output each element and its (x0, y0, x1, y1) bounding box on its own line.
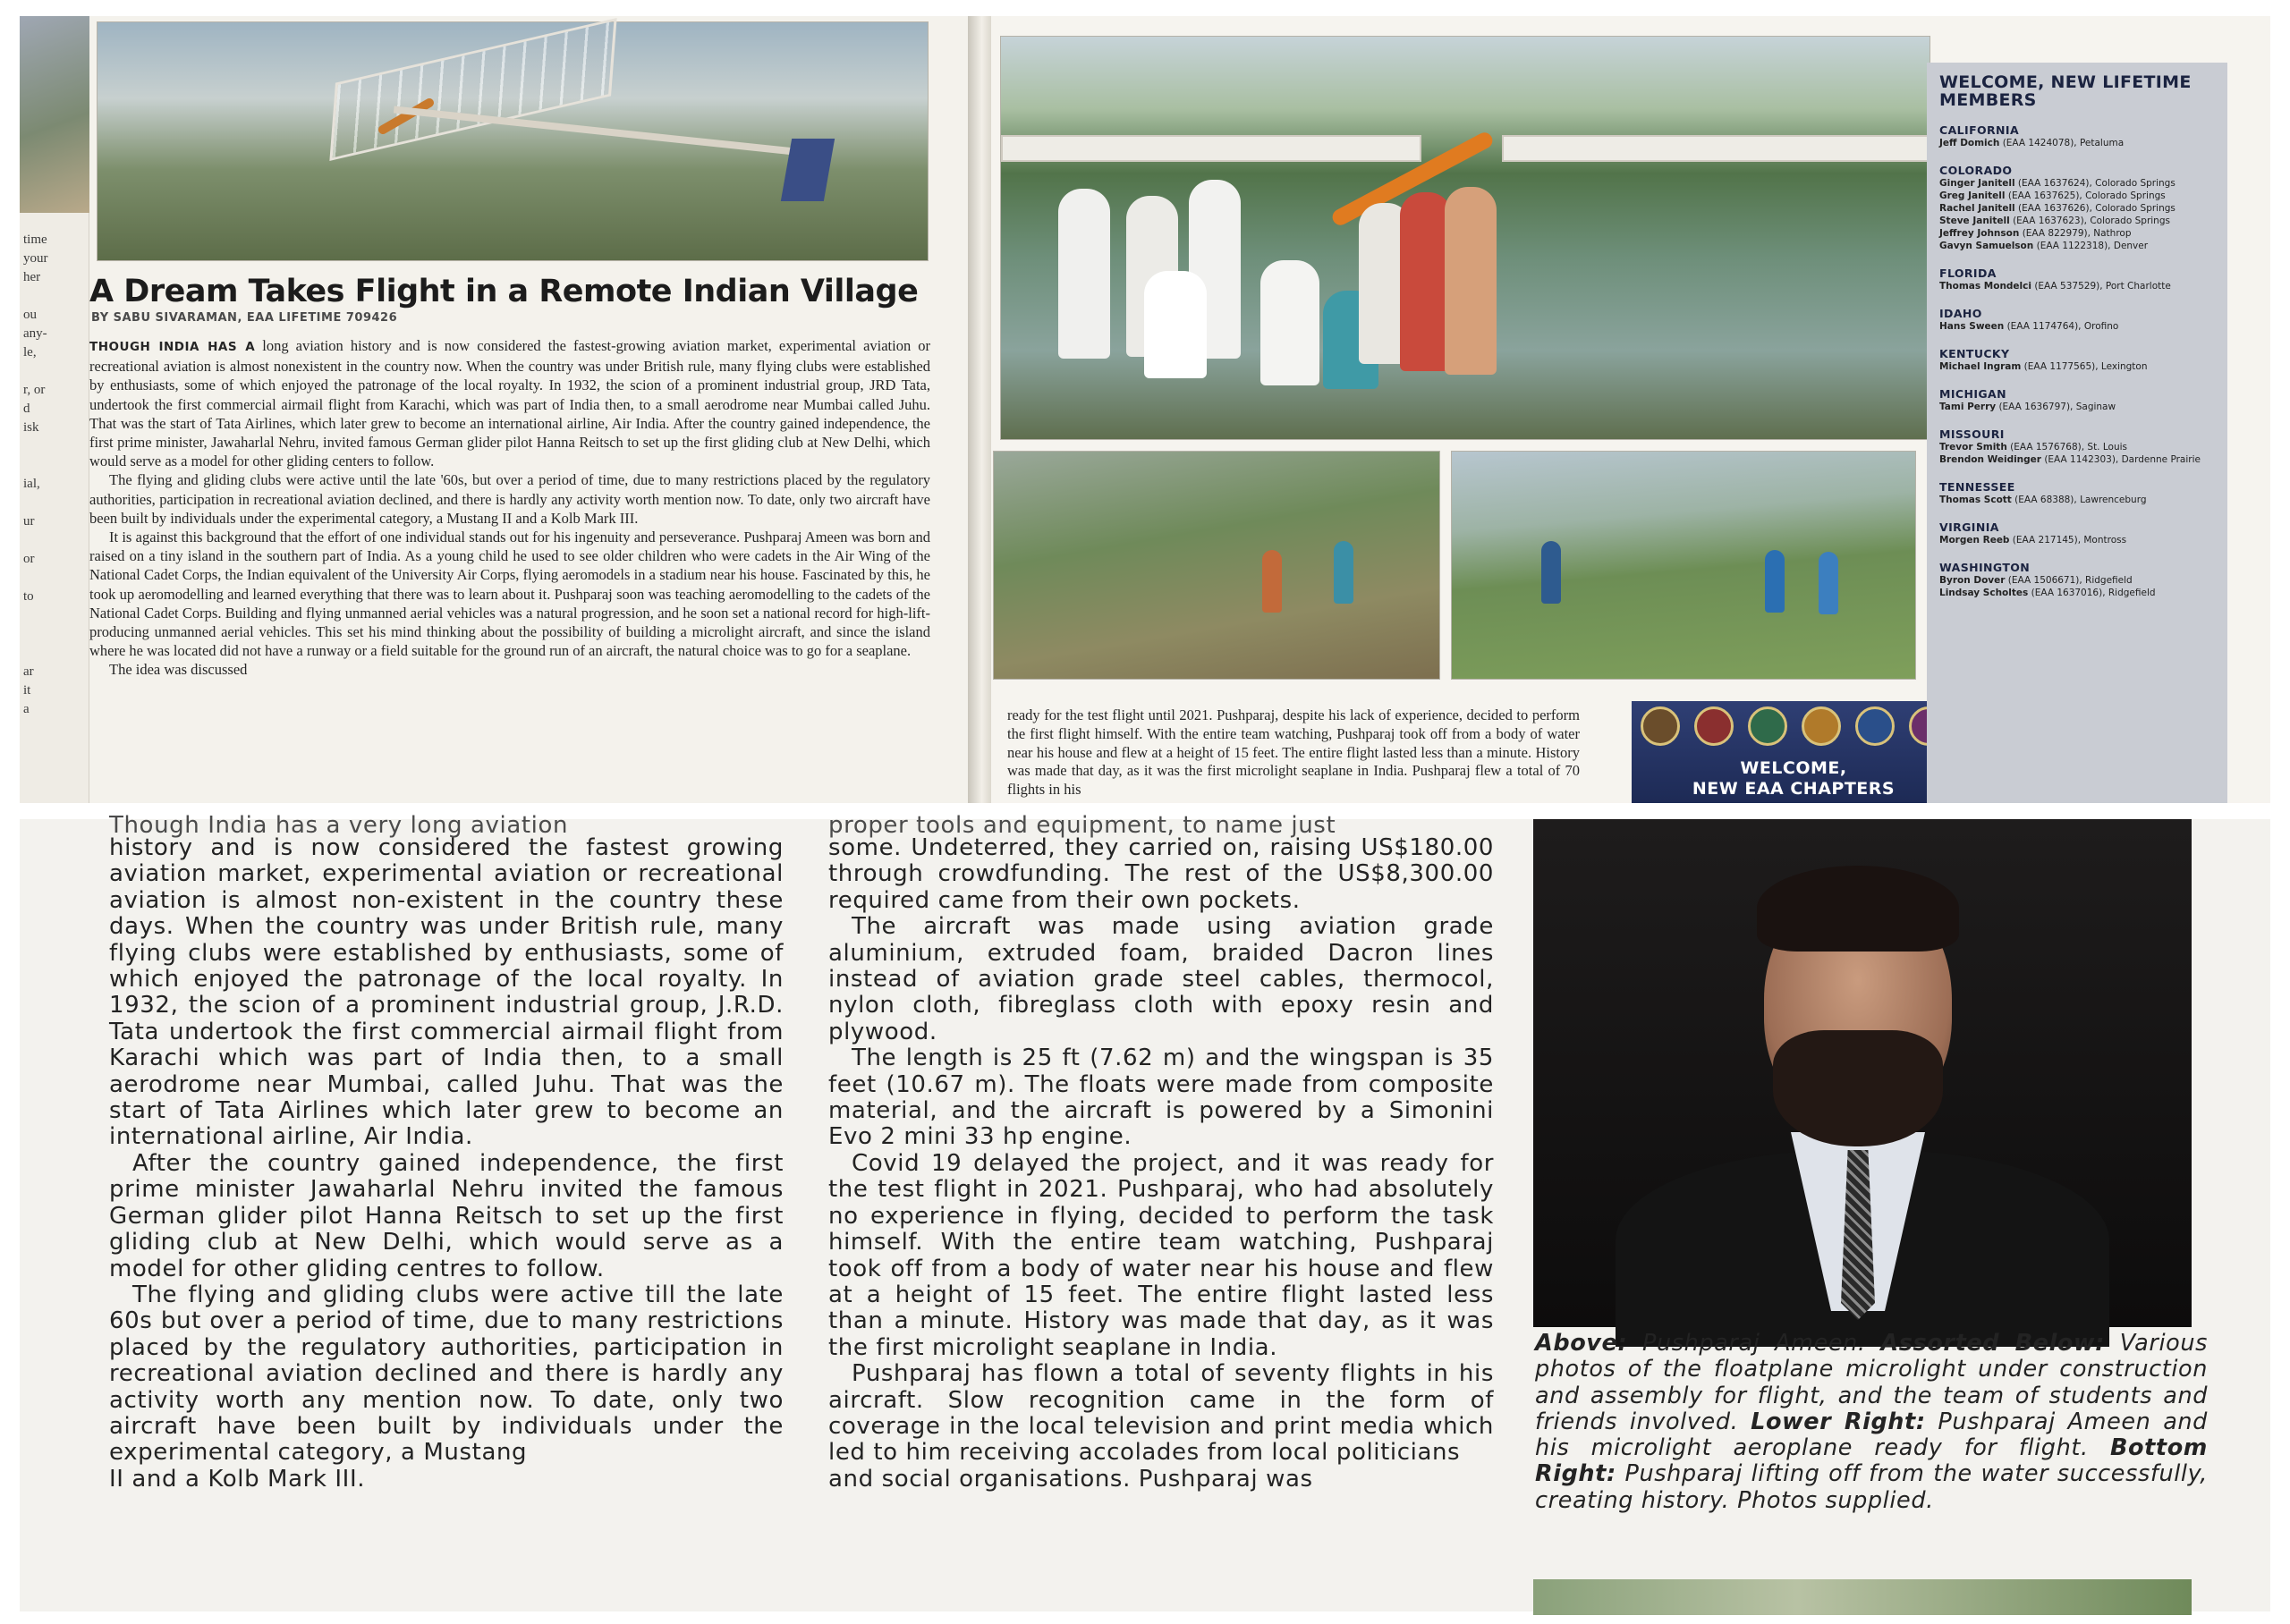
article-title: A Dream Takes Flight in a Remote Indian Village (89, 274, 919, 309)
team-member-figure (1058, 189, 1110, 359)
previous-article-fragment: isk (23, 420, 39, 435)
previous-article-fragment: a (23, 702, 30, 716)
new-chapters-label (1632, 758, 1955, 799)
state-name: COLORADO (1939, 164, 2013, 177)
chapters-label-line: WELCOME, (1740, 758, 1847, 778)
member-name: Rachel Janitell (1939, 203, 2015, 214)
previous-article-fragment (23, 531, 88, 550)
caption-label: Above: (1535, 1330, 1628, 1357)
previous-article-fragment (23, 494, 88, 512)
previous-article-fragments (23, 231, 88, 719)
magazine-paragraph: ready for the test flight until 2021. Pushparaj, despite his lack of experience, decided to perform the first flight himself. With the entire team watching, Pushparaj took off from a body of water near his house and flew at a height of 15 feet. The entire flight lasted less than a minute. History was made that day, as it was the first microlight seaplane in India. Pushparaj flew a total of 70 flights in his (1007, 706, 1580, 799)
magazine-spread-photo (20, 16, 2270, 803)
previous-article-fragment: any- (23, 326, 47, 341)
state-name: MICHIGAN (1939, 387, 2006, 401)
construction-photo (993, 451, 1440, 680)
previous-article-fragment: your (23, 251, 48, 266)
previous-article-fragment (23, 644, 88, 663)
previous-article-fragment (23, 606, 88, 625)
floatplane-left-wing (1001, 135, 1421, 162)
member-detail: (EAA 822979), Nathrop (2022, 228, 2132, 239)
member-name: Jeffrey Johnson (1939, 228, 2020, 239)
previous-article-fragment: her (23, 270, 41, 284)
lifetime-members-list (1939, 123, 2215, 599)
lifetime-members-sidebar (1927, 63, 2227, 803)
caption-credit: Photos supplied. (1737, 1486, 1934, 1514)
article-paragraph: Pushparaj has flown a total of seventy flights in his aircraft. Slow recognition came in the form of coverage in the local television and print media which led to him receiving accolades from local politicians (828, 1360, 1494, 1467)
member-detail: (EAA 1636797), Saginaw (1998, 402, 2116, 412)
member-detail: (EAA 1576768), St. Louis (2010, 442, 2127, 453)
state-group (1939, 561, 2215, 599)
caption-text: Pushparaj Ameen and his microlight aeroplane ready for flight. (1535, 1408, 2208, 1462)
state-name: KENTUCKY (1939, 347, 2010, 360)
member-detail: (EAA 1142303), Dardenne Prairie (2044, 454, 2201, 465)
page-gutter (968, 16, 991, 803)
previous-article-fragment: r, or (23, 383, 46, 397)
article-byline: BY SABU SIVARAMAN, EAA LIFETIME 709426 (91, 311, 398, 325)
member-name: Lindsay Scholtes (1939, 588, 2029, 598)
member-entry (1939, 215, 2215, 227)
member-detail: (EAA 1637625), Colorado Springs (2007, 190, 2166, 201)
member-entry (1939, 360, 2215, 373)
member-entry (1939, 202, 2215, 215)
state-name: CALIFORNIA (1939, 123, 2020, 137)
previous-article-fragment: ur (23, 514, 35, 529)
article-paragraph: Covid 19 delayed the project, and it was ready for the test flight in 2021. Pushparaj, who had absolutely no experience in flying, decided to perform the task himself. With the entire team watching, Pushparaj took off from a body of water near his house and flew at a height of 15 feet. The entire flight lasted less than a minute. History was made that day, as it was the first microlight seaplane in India. (828, 1149, 1494, 1361)
member-detail: (EAA 1177565), Lexington (2023, 361, 2148, 372)
caption-label: Assorted Below: (1880, 1330, 2105, 1357)
caption-label: Lower Right: (1751, 1408, 1926, 1435)
member-detail: (EAA 1637016), Ridgefield (2031, 588, 2156, 598)
magazine-paragraph (89, 336, 930, 470)
member-entry (1939, 177, 2215, 190)
team-group-photo (1000, 36, 1930, 440)
previous-article-fragment: to (23, 589, 34, 604)
member-name: Michael Ingram (1939, 361, 2022, 372)
magazine-paragraph: The flying and gliding clubs were active until the late '60s, but over a period of time, due to many restrictions placed by the regulatory authorities, participation in recreational aviation declined, and there is hardly any activity worth mention now. To date, only two aircraft have been built by individuals under the experimental category, a Mustang II and a Kolb Mark III. (89, 471, 930, 527)
member-entry (1939, 227, 2215, 240)
member-name: Greg Janitell (1939, 190, 2006, 201)
article-paragraph: some. Undeterred, they carried on, raising US$180.00 through crowdfunding. The rest of the US$8,300.00 required came from their own pockets. (828, 834, 1494, 914)
state-name: MISSOURI (1939, 427, 2005, 441)
member-entry (1939, 401, 2215, 413)
member-entry (1939, 190, 2215, 202)
assembly-field-photo (1451, 451, 1916, 680)
portrait-beard (1773, 1030, 1943, 1146)
previous-article-fragment: d (23, 402, 30, 416)
member-detail: (EAA 1174764), Orofino (2006, 321, 2119, 332)
aircraft-wing (329, 18, 616, 161)
caption-text: Various photos of the floatplane microlight under construction and assembly for flight, and the team of students and friends involved. (1535, 1330, 2208, 1435)
floatplane-right-wing (1502, 135, 1931, 162)
previous-article-fragment: time (23, 233, 47, 247)
member-name: Brendon Weidinger (1939, 454, 2041, 465)
state-group (1939, 266, 2215, 292)
member-detail: (EAA 1637626), Colorado Springs (2018, 203, 2176, 214)
cut-off-line: and social organisations. Pushparaj was (828, 1465, 1313, 1493)
previous-article-column (20, 16, 89, 803)
team-member-figure (1445, 187, 1497, 375)
member-name: Morgen Reeb (1939, 535, 2010, 546)
member-entry (1939, 534, 2215, 546)
right-magazine-page (991, 16, 2270, 803)
chapter-badge-icon (1802, 706, 1841, 746)
state-group (1939, 480, 2215, 506)
previous-article-fragment: le, (23, 345, 37, 359)
member-name: Tami Perry (1939, 402, 1997, 412)
magazine-article-body (89, 336, 930, 680)
state-name: WASHINGTON (1939, 561, 2031, 574)
worker-figure (1819, 552, 1838, 614)
member-detail: (EAA 217145), Montross (2012, 535, 2127, 546)
state-group (1939, 347, 2215, 373)
member-entry (1939, 587, 2215, 599)
previous-article-fragment: ial, (23, 477, 40, 491)
member-detail: (EAA 1506671), Ridgefield (2007, 575, 2133, 586)
previous-article-fragment (23, 287, 88, 306)
member-name: Thomas Mondelci (1939, 281, 2031, 292)
member-entry (1939, 453, 2215, 466)
chapters-label-line: NEW EAA CHAPTERS (1692, 779, 1896, 799)
member-name: Hans Sween (1939, 321, 2005, 332)
pushparaj-portrait-photo (1533, 819, 2192, 1327)
member-detail: (EAA 68388), Lawrenceburg (2014, 495, 2147, 505)
worker-figure (1541, 541, 1561, 604)
member-name: Trevor Smith (1939, 442, 2007, 453)
member-name: Ginger Janitell (1939, 178, 2015, 189)
state-group (1939, 164, 2215, 252)
member-detail: (EAA 1122318), Denver (2036, 241, 2149, 251)
team-member-figure (1144, 271, 1207, 378)
member-entry (1939, 280, 2215, 292)
new-chapters-banner (1632, 701, 1955, 803)
state-name: IDAHO (1939, 307, 1982, 320)
state-group (1939, 123, 2215, 149)
newspaper-article-page (20, 812, 2270, 1611)
article-paragraph: history and is now considered the fastest growing aviation market, experimental aviation or recreational aviation is almost non-existent in the country these days. When the country was under British rule, many flying clubs were established by enthusiasts, some of which enjoyed the patronage of the local royalty. In 1932, the scion of a prominent industrial group, J.R.D. Tata undertook the first commercial airmail flight from Karachi which was part of India then, to a small aerodrome near Mumbai, called Juhu. That was the start of Tata Airlines which later grew to become an international airline, Air India. (109, 834, 784, 1151)
chapter-badge-icon (1855, 706, 1895, 746)
member-name: Gavyn Samuelson (1939, 241, 2034, 251)
article-paragraph: The length is 25 ft (7.62 m) and the wingspan is 35 feet (10.67 m). The floats were made from composite material, and the aircraft is powered by a Simonini Evo 2 mini 33 hp engine. (828, 1045, 1494, 1151)
previous-article-fragment (23, 625, 88, 644)
state-group (1939, 427, 2215, 466)
state-name: VIRGINIA (1939, 520, 1999, 534)
chapter-badge-icon (1748, 706, 1787, 746)
photo-caption (1535, 1331, 2208, 1514)
member-entry (1939, 240, 2215, 252)
portrait-hair (1757, 866, 1959, 952)
worker-figure (1334, 541, 1353, 604)
member-name: Jeff Domich (1939, 138, 2000, 148)
member-detail: (EAA 1424078), Petaluma (2002, 138, 2125, 148)
article-paragraph: After the country gained independence, the first prime minister Jawaharlal Nehru invited the famous German glider pilot Hanna Reitsch to set up the first gliding club at New Delhi, which would serve as a model for other gliding centres to follow. (109, 1149, 784, 1282)
state-name: TENNESSEE (1939, 480, 2015, 494)
member-entry (1939, 494, 2215, 506)
paragraph-text: long aviation history and is now considered the fastest-growing aviation market, experimental aviation or recreational aviation is almost nonexistent in the country now. When the country was under British rule, many flying clubs were established by enthusiasts, some of which enjoyed the patronage of the local royalty. In 1932, the scion of a prominent industrial group, JRD Tata, undertook the first commercial airmail flight from Karachi, which was part of India then, to a small aerodrome near Mumbai called Juhu. That was the start of Tata Airlines, which later grew to become an international airline, Air India. After the country gained independence, the first prime minister, Jawaharlal Nehru, invited famous German glider pilot Hanna Reitsch to set up the first gliding club at New Delhi, which would serve as a model for other gliding centers to follow. (89, 337, 931, 470)
team-member-figure (1260, 260, 1319, 385)
cut-off-line: II and a Kolb Mark III. (109, 1465, 366, 1493)
member-name: Thomas Scott (1939, 495, 2012, 505)
chapter-badge-icon (1641, 706, 1680, 746)
previous-article-fragment: ou (23, 308, 37, 322)
chapter-badge-icon (1694, 706, 1734, 746)
state-group (1939, 387, 2215, 413)
magazine-paragraph-cutoff: The idea was discussed (109, 661, 248, 679)
lower-photo-edge (1533, 1579, 2192, 1615)
previous-article-fragment (23, 569, 88, 588)
worker-figure (1262, 550, 1282, 613)
previous-article-fragment: ar (23, 664, 34, 679)
state-name: FLORIDA (1939, 266, 1997, 280)
caption-label: Bottom Right: (1535, 1434, 2208, 1488)
previous-article-fragment: it (23, 683, 31, 698)
ultralight-aircraft-photo (97, 21, 929, 261)
left-magazine-page (20, 16, 968, 803)
article-paragraph: The flying and gliding clubs were active till the late 60s but over a period of time, due to many restrictions placed by the regulatory authorities, participation in recreational aviation declined and there is hardly any activity worth any mention now. To date, only two aircraft have been built by individuals under the experimental category, a Mustang (109, 1281, 784, 1467)
member-entry (1939, 441, 2215, 453)
member-entry (1939, 320, 2215, 333)
lead-in-caps: THOUGH INDIA HAS A (89, 340, 256, 354)
member-detail: (EAA 1637624), Colorado Springs (2017, 178, 2176, 189)
previous-article-fragment (23, 456, 88, 475)
previous-article-fragment (23, 362, 88, 381)
magazine-paragraph: It is against this background that the effort of one individual stands out for his ingenuity and perseverance. Pushparaj Ameen was born and raised on a tiny island in the southern part of India. As a young child he used to see older children who were cadets in the Air Wing of the National Cadet Corps, the Indian equivalent of the University Air Corps, flying aeromodels in a stadium near his house. Fascinated by this, he took up aeromodelling and learned everything that there was to learn about it. Pushparaj soon was teaching aeromodelling to the cadets of the National Cadet Corps. Building and flying unmanned aerial vehicles was a natural progression, and he soon set a national record for high-lift-producing unmanned aerial vehicles. This set his mind thinking about the possibility of building a microlight aircraft, and since the island where he was located did not have a runway or a field suitable for the ground run of an aircraft, the natural choice was to go for a seaplane. (89, 529, 930, 660)
cut-off-line: Though India has a very long aviation (109, 812, 569, 839)
article-paragraph: The aircraft was made using aviation grade aluminium, extruded foam, braided Dacron lines instead of aviation grade steel cables, thermocol, nylon cloth, fibreglass cloth with epoxy resin and plywood. (828, 913, 1494, 1045)
magazine-right-body (1007, 706, 1580, 799)
member-entry (1939, 137, 2215, 149)
caption-text: Pushparaj lifting off from the water successfully, creating history. (1535, 1460, 2208, 1514)
state-group (1939, 520, 2215, 546)
article-column-two (828, 812, 1494, 1493)
member-entry (1939, 574, 2215, 587)
member-detail: (EAA 1637623), Colorado Springs (2013, 216, 2170, 226)
member-name: Steve Janitell (1939, 216, 2010, 226)
member-name: Byron Dover (1939, 575, 2006, 586)
previous-article-photo (20, 16, 89, 213)
previous-article-fragment: or (23, 552, 35, 566)
worker-figure (1765, 550, 1785, 613)
caption-text: Pushparaj Ameen. (1641, 1330, 1866, 1357)
member-detail: (EAA 537529), Port Charlotte (2034, 281, 2171, 292)
article-column-one (109, 812, 784, 1493)
lifetime-members-heading: WELCOME, NEW LIFETIME MEMBERS (1939, 72, 2192, 110)
state-group (1939, 307, 2215, 333)
cut-off-line: proper tools and equipment, to name just (828, 812, 1336, 839)
previous-article-fragment (23, 437, 88, 456)
